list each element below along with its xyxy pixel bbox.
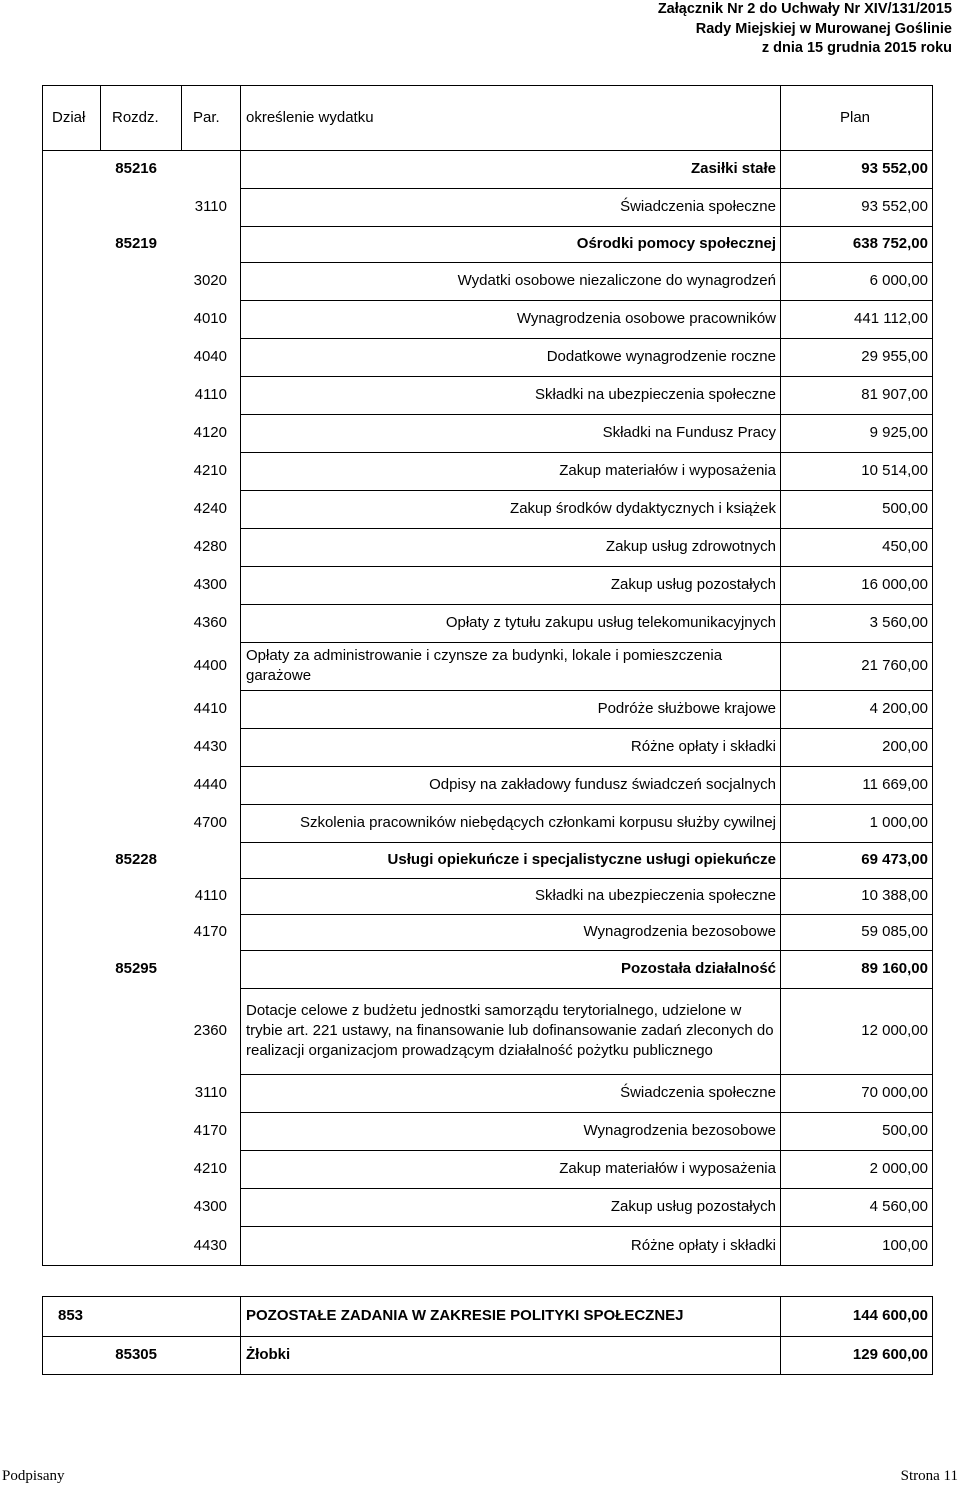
plan-amount: 4 200,00 — [869, 700, 928, 717]
paragraf-code: 3110 — [194, 198, 227, 215]
plan-amount: 93 552,00 — [861, 160, 928, 177]
plan-amount: 70 000,00 — [861, 1084, 928, 1101]
plan-amount: 3 560,00 — [869, 614, 928, 631]
column-header-par: Par. — [193, 108, 220, 126]
rozdzial-code: 85216 — [115, 160, 157, 177]
plan-amount: 1 000,00 — [869, 814, 928, 831]
paragraf-code: 4210 — [193, 1160, 227, 1177]
header-line-2: Rady Miejskiej w Murowanej Goślinie — [695, 20, 952, 37]
plan-amount: 10 388,00 — [861, 887, 928, 904]
grid-line — [42, 1296, 43, 1374]
expense-description: Zakup usług pozostałych — [610, 576, 776, 593]
paragraf-code: 4110 — [194, 887, 227, 904]
expense-description: Zakup usług zdrowotnych — [605, 538, 776, 555]
plan-amount: 100,00 — [882, 1236, 928, 1254]
plan-amount: 59 085,00 — [861, 923, 928, 940]
expense-description: Wydatki osobowe niezaliczone do wynagrodzeń — [457, 272, 776, 289]
grid-line — [42, 1374, 933, 1375]
paragraf-code: 4170 — [193, 1122, 227, 1139]
column-header-plan: Plan — [840, 108, 871, 126]
footer-signed: Podpisany — [2, 1468, 65, 1484]
plan-amount: 10 514,00 — [861, 462, 928, 479]
section-row-description: Żłobki — [246, 1346, 291, 1363]
plan-amount: 500,00 — [882, 500, 928, 517]
plan-amount: 16 000,00 — [861, 576, 928, 593]
paragraf-code: 4700 — [193, 814, 227, 831]
section-row-plan-amount: 129 600,00 — [852, 1346, 928, 1363]
paragraf-code: 3020 — [193, 272, 227, 289]
expense-description: Podróże służbowe krajowe — [597, 700, 776, 717]
expense-description: Pozostała działalność — [620, 960, 776, 977]
header-line-3: z dnia 15 grudnia 2015 roku — [761, 40, 952, 56]
paragraf-code: 4040 — [193, 348, 227, 365]
paragraf-code: 4120 — [193, 424, 227, 441]
expense-description: Wynagrodzenia osobowe pracowników — [516, 310, 776, 327]
plan-amount: 500,00 — [882, 1122, 928, 1139]
grid-line — [932, 85, 933, 1265]
plan-amount: 2 000,00 — [869, 1160, 928, 1177]
expense-description: Usługi opiekuńcze i specjalistyczne usługi opiekuńcze — [387, 851, 776, 868]
expense-description: Składki na ubezpieczenia społeczne — [535, 386, 776, 403]
paragraf-code: 4010 — [193, 310, 227, 327]
footer-page-number: Strona 11 — [900, 1468, 958, 1484]
expense-description: Ośrodki pomocy społecznej — [576, 235, 776, 252]
paragraf-code: 4240 — [193, 500, 227, 517]
expense-description: Zakup materiałów i wyposażenia — [559, 1160, 776, 1177]
plan-amount: 441 112,00 — [854, 310, 928, 327]
plan-amount: 29 955,00 — [861, 348, 928, 365]
paragraf-code: 4400 — [193, 657, 227, 674]
plan-amount: 11 669,00 — [862, 776, 928, 793]
plan-amount: 12 000,00 — [861, 1022, 928, 1039]
expense-description: Wynagrodzenia bezosobowe — [583, 1122, 776, 1139]
section-description: POZOSTAŁE ZADANIA W ZAKRESIE POLITYKI SPOŁECZNEJ — [246, 1307, 684, 1324]
paragraf-code: 4300 — [193, 1198, 227, 1215]
expense-description: Dotacje celowe z budżetu jednostki samorządu terytorialnego, udzielone w trybie art. 221 ustawy, na finansowanie lub dofinansowanie zadań zleconych do realizacji organizacjom prowadzącym działalność pożytku publicznego — [246, 1002, 774, 1059]
paragraf-code: 4170 — [193, 923, 227, 940]
paragraf-code: 3110 — [194, 1084, 227, 1101]
plan-amount: 450,00 — [882, 538, 928, 555]
plan-amount: 6 000,00 — [869, 272, 928, 289]
column-header-dzial: Dział — [52, 108, 86, 126]
expense-description: Różne opłaty i składki — [630, 1236, 776, 1254]
paragraf-code: 4110 — [194, 386, 227, 403]
column-header-opis: określenie wydatku — [246, 108, 374, 126]
grid-line — [42, 85, 43, 1265]
expense-description: Zasiłki stałe — [690, 160, 776, 177]
expense-description: Opłaty z tytułu zakupu usług telekomunikacyjnych — [445, 614, 776, 631]
grid-line — [780, 1296, 781, 1374]
document-header — [658, 0, 952, 59]
rozdzial-code: 85295 — [115, 960, 157, 977]
expense-description: Składki na ubezpieczenia społeczne — [535, 887, 776, 904]
paragraf-code: 4430 — [193, 738, 227, 755]
paragraf-code: 4300 — [193, 576, 227, 593]
expense-description: Zakup usług pozostałych — [610, 1198, 776, 1215]
expense-description: Zakup środków dydaktycznych i książek — [510, 500, 776, 517]
expense-description: Dodatkowe wynagrodzenie roczne — [546, 348, 776, 365]
section-plan-amount: 144 600,00 — [852, 1307, 928, 1324]
plan-amount: 9 925,00 — [869, 424, 928, 441]
expense-description: Wynagrodzenia bezosobowe — [583, 923, 776, 940]
header-line-1: Załącznik Nr 2 do Uchwały Nr XIV/131/2015 — [657, 1, 952, 17]
grid-line — [932, 1296, 933, 1374]
rozdzial-code: 85305 — [115, 1346, 157, 1363]
expense-description: Różne opłaty i składki — [630, 738, 776, 755]
expense-description: Opłaty za administrowanie i czynsze za budynki, lokale i pomieszczenia garażowe — [246, 647, 723, 684]
plan-amount: 69 473,00 — [861, 851, 928, 868]
paragraf-code: 4210 — [193, 462, 227, 479]
plan-amount: 89 160,00 — [861, 960, 928, 977]
expense-description: Świadczenia społeczne — [620, 1084, 776, 1101]
paragraf-code: 4280 — [193, 538, 227, 555]
plan-amount: 638 752,00 — [852, 235, 928, 252]
dzial-code: 853 — [58, 1307, 84, 1324]
paragraf-code: 4360 — [193, 614, 227, 631]
paragraf-code: 2360 — [193, 1022, 227, 1039]
rozdzial-code: 85228 — [115, 851, 157, 868]
paragraf-code: 4440 — [193, 776, 227, 793]
expense-description: Składki na Fundusz Pracy — [602, 424, 776, 441]
paragraf-code: 4410 — [193, 700, 227, 717]
column-header-rozdz: Rozdz. — [112, 108, 159, 126]
paragraf-code: 4430 — [193, 1236, 227, 1254]
plan-amount: 81 907,00 — [861, 386, 928, 403]
plan-amount: 93 552,00 — [861, 198, 928, 215]
grid-line — [240, 1296, 241, 1374]
plan-amount: 200,00 — [882, 738, 928, 755]
expense-description: Zakup materiałów i wyposażenia — [559, 462, 776, 479]
expense-description: Szkolenia pracowników niebędących członkami korpusu służby cywilnej — [299, 814, 776, 831]
grid-line — [42, 1265, 933, 1266]
plan-amount: 4 560,00 — [869, 1198, 928, 1215]
expense-description: Świadczenia społeczne — [620, 198, 776, 215]
expense-description: Odpisy na zakładowy fundusz świadczeń socjalnych — [429, 776, 776, 793]
rozdzial-code: 85219 — [115, 235, 157, 252]
plan-amount: 21 760,00 — [861, 657, 928, 674]
